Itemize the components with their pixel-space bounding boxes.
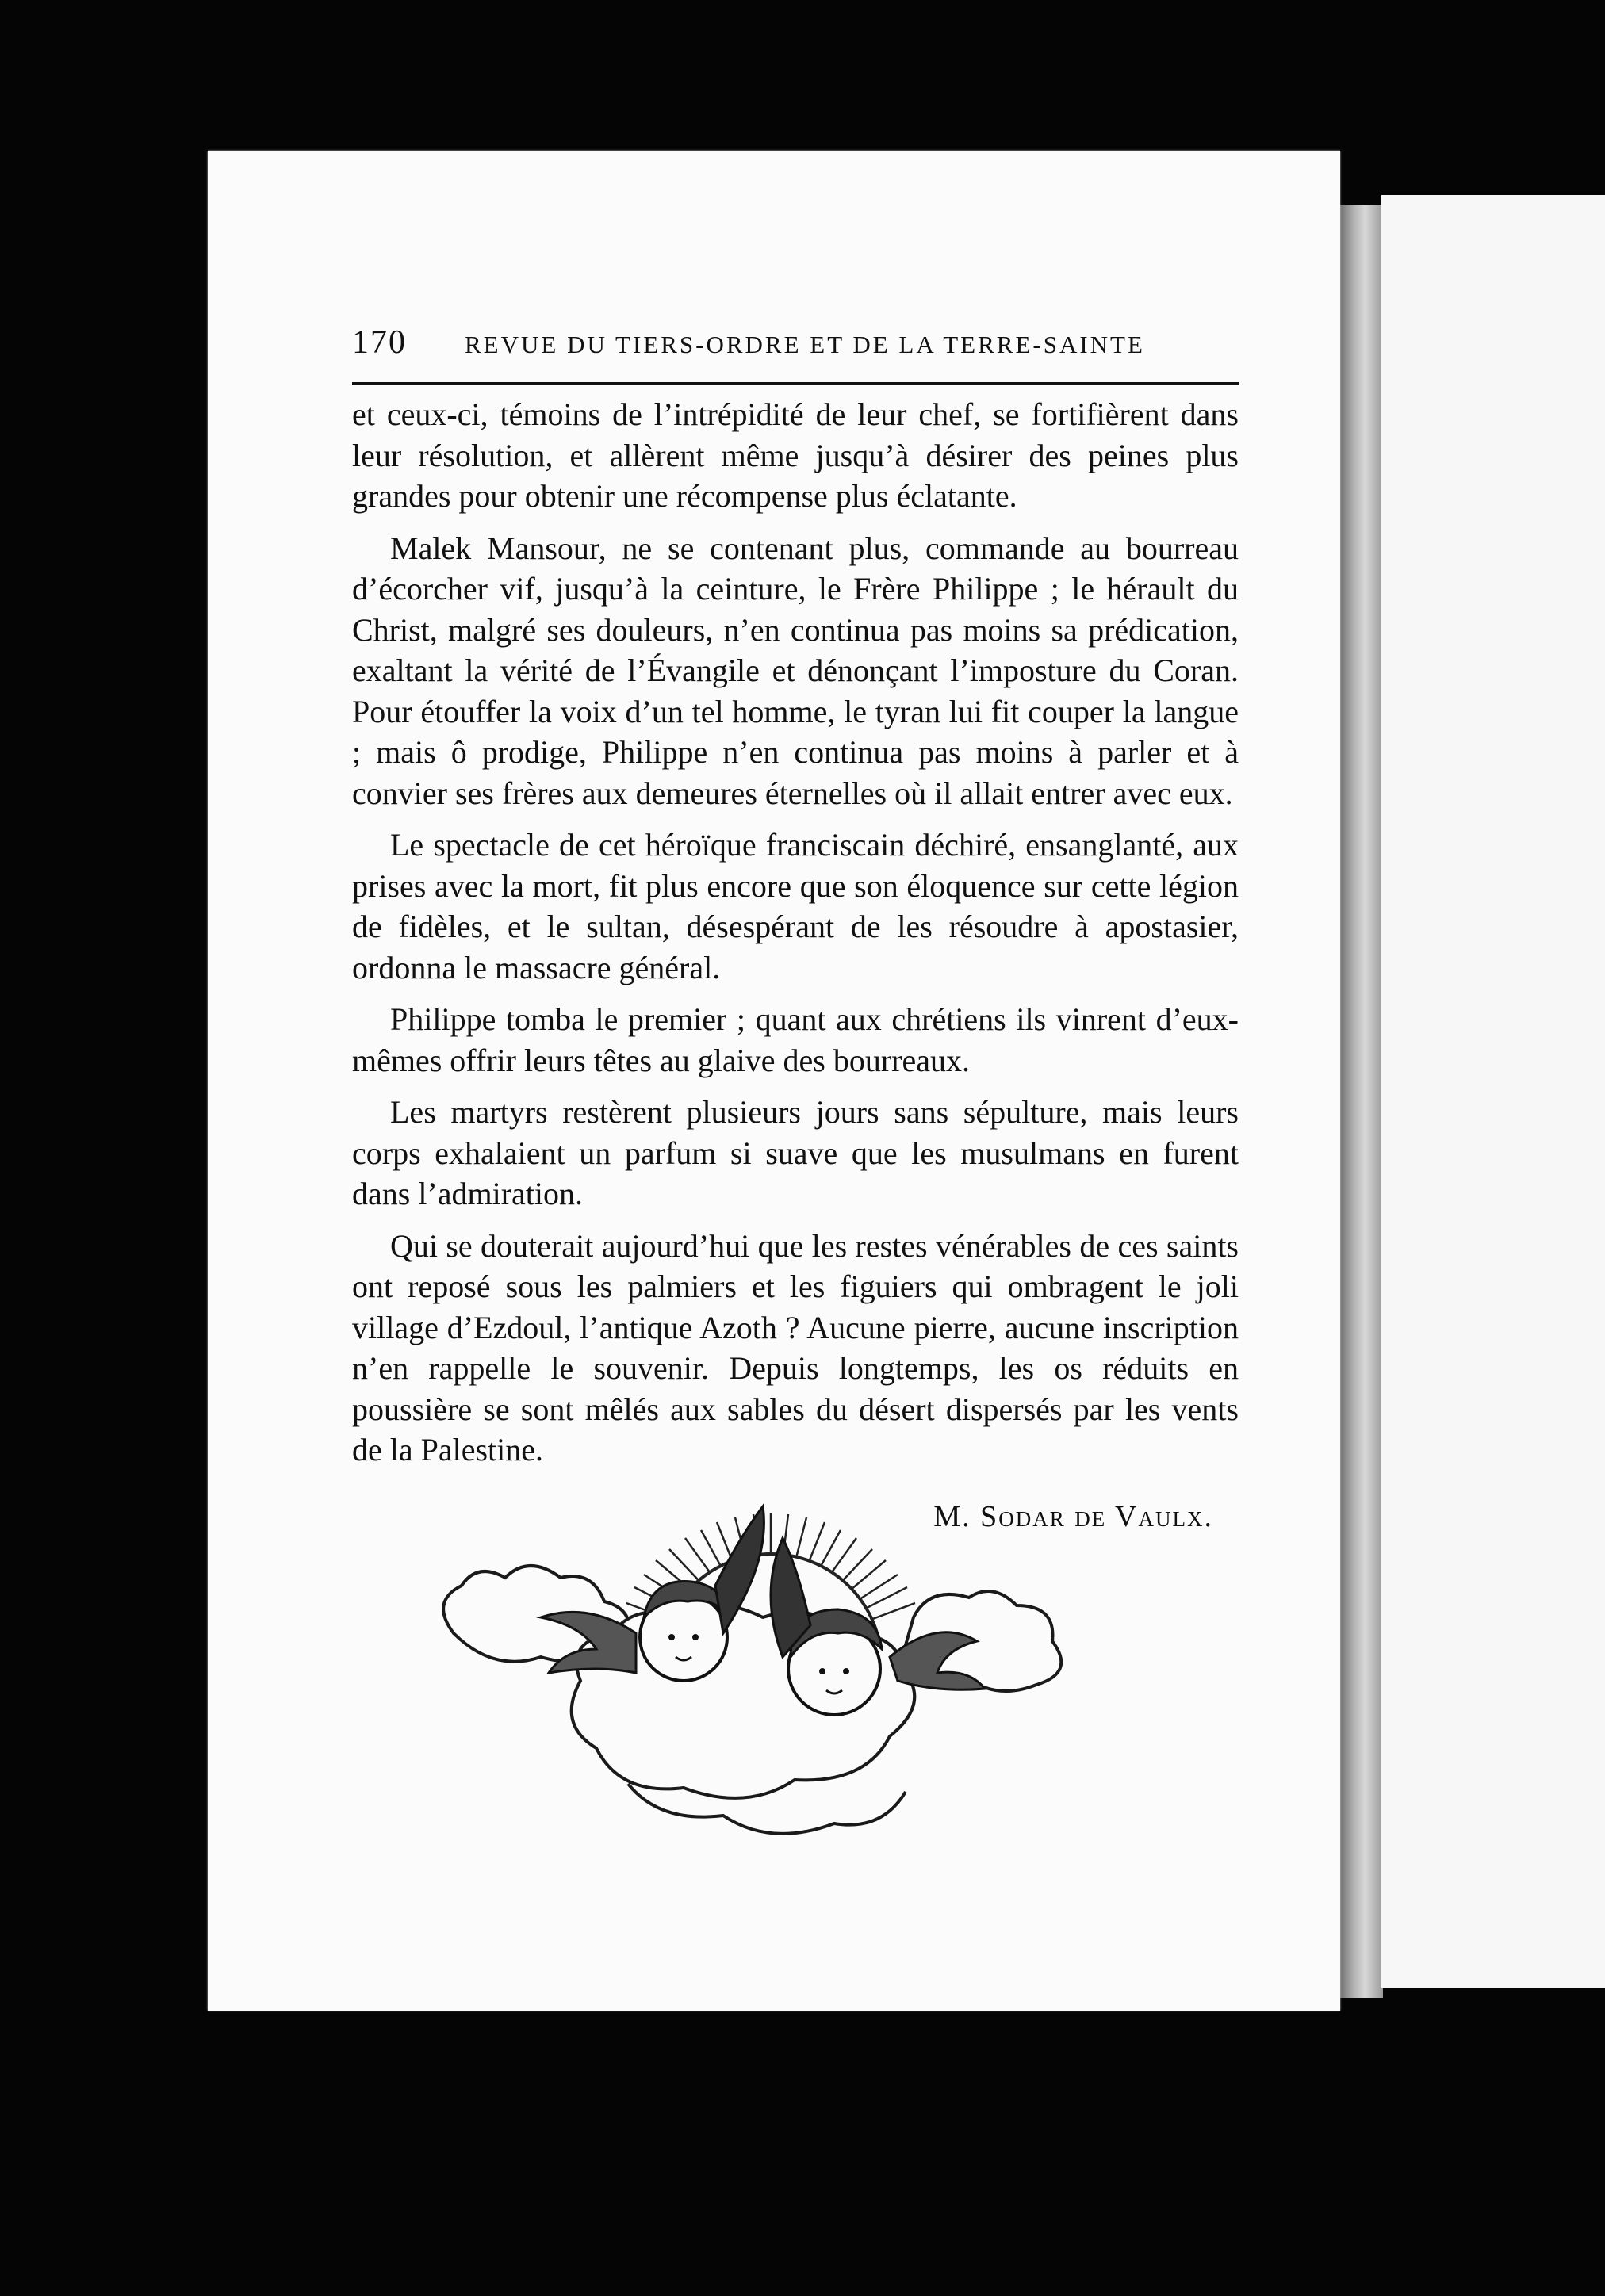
page-number: 170 xyxy=(352,324,407,361)
paragraph: Qui se douterait aujourd’hui que les restes vénérables de ces saints ont reposé sous les palmiers et les figuiers qui ombragent le joli village d’Ezdoul, l’antique Azoth ? Aucune pierre, aucune inscription n’en rappelle le souvenir. Depuis longtemps, les os réduits en poussière se sont mêlés aux sables du désert dispersés par les vents de la Palestine. xyxy=(352,1227,1239,1468)
article-body xyxy=(352,394,1239,1471)
paragraph: Les martyrs restèrent plusieurs jours sans sépulture, mais leurs corps exhalaient un parfum si suave que les musulmans en furent dans l’admiration. xyxy=(352,1094,1239,1211)
page-content xyxy=(352,323,1239,1534)
journal-title: REVUE DU TIERS-ORDRE ET DE LA TERRE-SAINTE xyxy=(465,331,1145,358)
header-rule xyxy=(352,382,1239,385)
facing-page-edge xyxy=(1339,205,1383,1998)
book-page xyxy=(208,151,1340,2011)
running-head xyxy=(352,323,1239,366)
paragraph: et ceux-ci, témoins de l’intrépidité de leur chef, se fortifièrent dans leur résolution, et allèrent même jusqu’à désirer des peines plus grandes pour obtenir une récompense plus éclatante. xyxy=(352,396,1239,514)
facing-page xyxy=(1381,195,1605,1988)
cherubs-vignette xyxy=(422,1498,1120,1871)
paragraph: Le spectacle de cet héroïque franciscain déchiré, ensanglanté, aux prises avec la mort, fit plus encore que son éloquence sur cette légion de fidèles, et le sultan, désespérant de les résoudre à apostasier, ordonna le massacre général. xyxy=(352,827,1239,985)
paragraph: Philippe tomba le premier ; quant aux chrétiens ils vinrent d’eux-mêmes offrir leurs têtes au glaive des bourreaux. xyxy=(352,1001,1239,1078)
author-signature: M. Sodar de Vaulx. xyxy=(933,1499,1213,1533)
paragraph: Malek Mansour, ne se contenant plus, commande au bourreau d’écorcher vif, jusqu’à la ceinture, le Frère Philippe ; le hérault du Christ, malgré ses douleurs, n’en continua pas moins sa prédication, exaltant la vérité de l’Évangile et dénonçant l’imposture du Coran. Pour étouffer la voix d’un tel homme, le tyran lui fit couper la langue ; mais ô prodige, Philippe n’en continua pas moins à parler et à convier ses frères aux demeures éternelles où il allait entrer avec eux. xyxy=(352,530,1239,811)
